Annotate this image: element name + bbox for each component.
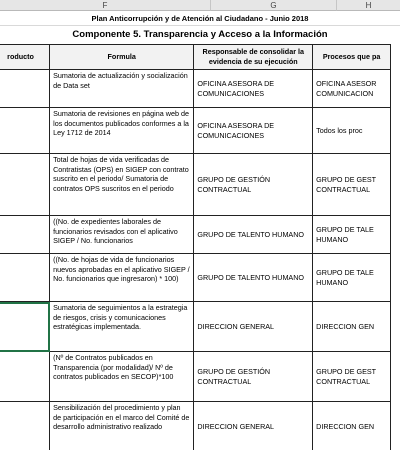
cell-producto[interactable] <box>0 254 50 302</box>
cell-producto[interactable] <box>0 216 50 254</box>
cell-formula[interactable]: Sensibilización del procedimiento y plan de participación en el marco del Comité de desarrollo administrativo realizado <box>50 402 194 450</box>
cell-procesos[interactable]: Todos los proc <box>313 108 391 154</box>
cell-responsable[interactable]: GRUPO DE GESTIÓN CONTRACTUAL <box>194 154 313 216</box>
column-header-h[interactable]: H <box>337 0 400 11</box>
table-row <box>0 108 391 154</box>
cell-procesos[interactable]: GRUPO DE TALE HUMANO <box>313 216 391 254</box>
cell-formula[interactable]: ((No. de hojas de vida de funcionarios nuevos aprobadas en el aplicativo SIGEP / No. funcionarios que ingresaron) * 100) <box>50 254 194 302</box>
cell-procesos[interactable]: DIRECCION GEN <box>313 402 391 450</box>
cell-producto[interactable] <box>0 154 50 216</box>
cell-producto[interactable] <box>0 108 50 154</box>
selected-cell-producto[interactable] <box>0 302 50 352</box>
cell-responsable[interactable]: GRUPO DE GESTIÓN CONTRACTUAL <box>194 352 313 402</box>
cell-formula[interactable]: Sumatoria de revisiones en página web de los documentos publicados conformes a la Ley 1712 de 2014 <box>50 108 194 154</box>
column-header-g[interactable]: G <box>211 0 337 11</box>
cell-producto[interactable] <box>0 352 50 402</box>
table-row <box>0 254 391 302</box>
header-procesos[interactable]: Procesos que pa <box>313 45 391 70</box>
cell-formula[interactable]: Sumatoria de seguimientos a la estrategia de riesgos, crisis y comunicaciones estratégicas implementada. <box>50 302 194 352</box>
cell-procesos[interactable]: GRUPO DE TALE HUMANO <box>313 254 391 302</box>
cell-procesos[interactable]: DIRECCION GEN <box>313 302 391 352</box>
cell-responsable[interactable]: GRUPO DE TALENTO HUMANO <box>194 254 313 302</box>
table-row <box>0 154 391 216</box>
cell-responsable[interactable]: DIRECCION GENERAL <box>194 302 313 352</box>
cell-formula[interactable]: (Nº de Contratos publicados en Transparencia (por modalidad)/ Nº de contratos publicados en SECOP)*100 <box>50 352 194 402</box>
cell-producto[interactable] <box>0 402 50 450</box>
cell-responsable[interactable]: OFICINA ASESORA DE COMUNICACIONES <box>194 70 313 108</box>
cell-formula[interactable]: ((No. de expedientes laborales de funcionarios revisados con el aplicativo SIGEP / No. funcionarios <box>50 216 194 254</box>
cell-responsable[interactable]: OFICINA ASESORA DE COMUNICACIONES <box>194 108 313 154</box>
cell-formula[interactable]: Sumatoria de actualización y socialización de Data set <box>50 70 194 108</box>
cell-procesos[interactable]: GRUPO DE GEST CONTRACTUAL <box>313 154 391 216</box>
cell-procesos[interactable]: GRUPO DE GEST CONTRACTUAL <box>313 352 391 402</box>
indicator-table <box>0 44 391 450</box>
component-title: Componente 5. Transparencia y Acceso a la Información <box>72 29 328 40</box>
table-header-row <box>0 45 391 70</box>
cell-responsable[interactable]: DIRECCION GENERAL <box>194 402 313 450</box>
cell-responsable[interactable]: GRUPO DE TALENTO HUMANO <box>194 216 313 254</box>
table-row <box>0 216 391 254</box>
plan-title: Plan Anticorrupción y de Atención al Ciudadano - Junio 2018 <box>0 11 400 26</box>
table-row <box>0 352 391 402</box>
cell-producto[interactable] <box>0 70 50 108</box>
cell-formula[interactable]: Total de hojas de vida verificadas de Contratistas (OPS) en SIGEP con contrato suscrito en el periodo/ Sumatoria de contratos OPS suscritos en el periodo <box>50 154 194 216</box>
header-formula[interactable]: Formula <box>50 45 194 70</box>
header-producto[interactable]: roducto <box>0 45 50 70</box>
column-header-f[interactable]: F <box>0 0 211 11</box>
table-row <box>0 402 391 450</box>
table-row <box>0 302 391 352</box>
header-responsable[interactable]: Responsable de consolidar la evidencia de su ejecución <box>194 45 313 70</box>
table-row <box>0 70 391 108</box>
cell-procesos[interactable]: OFICINA ASESOR COMUNICACION <box>313 70 391 108</box>
